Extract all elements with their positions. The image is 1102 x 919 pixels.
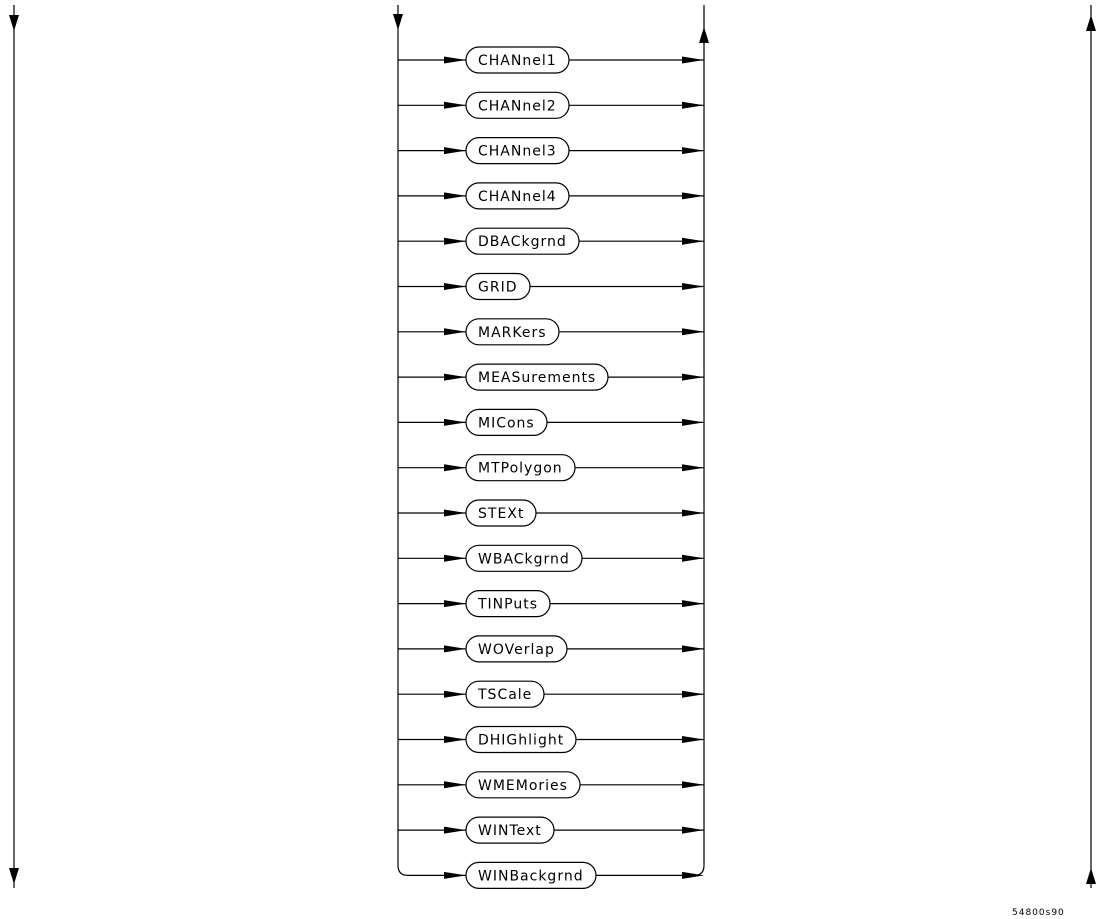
row-exit-arrow (682, 192, 704, 199)
row-entry-arrow (444, 147, 466, 154)
keyword-row (398, 681, 704, 707)
keyword-row (398, 138, 704, 164)
row-entry-arrow (444, 192, 466, 199)
branch-exit-arrow (699, 27, 709, 43)
row-exit-arrow (682, 419, 704, 426)
figure-id: 54800s90 (1012, 908, 1065, 918)
row-exit-arrow (682, 374, 704, 381)
keyword-label: DHIGhlight (478, 732, 565, 749)
right-rail-top-arrow (1086, 15, 1096, 31)
keyword-label: TINPuts (478, 596, 539, 613)
row-exit-arrow (682, 57, 704, 64)
keyword-row (398, 500, 704, 526)
keyword-row (398, 636, 704, 662)
keyword-label: TSCale (478, 687, 533, 704)
row-entry-arrow (444, 510, 466, 517)
row-exit-arrow (682, 555, 704, 562)
keyword-row (398, 545, 704, 571)
row-entry-arrow (444, 419, 466, 426)
keyword-rows (398, 47, 704, 888)
keyword-label: MICons (478, 415, 535, 432)
row-entry-arrow (444, 102, 466, 109)
keyword-label: WINText (478, 823, 542, 840)
keyword-row (398, 772, 704, 798)
row-entry-arrow (444, 872, 466, 879)
row-entry-arrow (444, 827, 466, 834)
row-exit-arrow (682, 238, 704, 245)
row-exit-arrow (682, 102, 704, 109)
row-exit-arrow (682, 510, 704, 517)
keyword-row (398, 364, 704, 390)
row-entry-arrow (444, 57, 466, 64)
keyword-label: MTPolygon (478, 460, 563, 477)
row-exit-arrow (682, 147, 704, 154)
keyword-label: CHANnel1 (478, 53, 557, 69)
row-entry-arrow (444, 781, 466, 788)
keyword-row (408, 862, 704, 888)
keyword-row (398, 183, 704, 209)
row-entry-arrow (444, 736, 466, 743)
keyword-label: CHANnel2 (478, 98, 557, 115)
row-exit-arrow (682, 464, 704, 471)
row-exit-arrow (682, 328, 704, 335)
keyword-label: MEASurements (478, 370, 597, 387)
row-entry-arrow (444, 328, 466, 335)
keyword-label: CHANnel4 (478, 188, 557, 205)
keyword-label: DBACkgrnd (478, 234, 567, 251)
keyword-row (398, 47, 704, 73)
left-rail-top-arrow (9, 15, 19, 31)
left-rail-bottom-arrow (9, 868, 19, 884)
keyword-row (398, 319, 704, 345)
keyword-label: CHANnel3 (478, 143, 557, 160)
keyword-row (398, 817, 704, 843)
keyword-label: STEXt (478, 506, 525, 522)
row-entry-arrow (444, 283, 466, 290)
keyword-label: WINBackgrnd (478, 868, 584, 885)
keyword-row (398, 455, 704, 481)
row-exit-arrow (682, 600, 704, 607)
row-entry-arrow (444, 374, 466, 381)
keyword-row (398, 92, 704, 118)
row-entry-arrow (444, 600, 466, 607)
row-entry-arrow (444, 238, 466, 245)
branch-entry-arrow (393, 14, 403, 30)
keyword-row (398, 409, 704, 435)
row-exit-arrow (682, 781, 704, 788)
row-entry-arrow (444, 645, 466, 652)
branch-exit-bottom-curve (694, 865, 704, 875)
row-exit-arrow (682, 736, 704, 743)
keyword-row (398, 727, 704, 753)
row-entry-arrow (444, 555, 466, 562)
keyword-label: GRID (478, 279, 518, 296)
keyword-label: WOVerlap (478, 641, 555, 658)
row-exit-arrow (682, 691, 704, 698)
keyword-row (398, 274, 704, 300)
keyword-label: WMEMories (478, 777, 568, 794)
keyword-row (398, 228, 704, 254)
row-exit-arrow (682, 283, 704, 290)
row-entry-arrow (444, 464, 466, 471)
keyword-row (398, 591, 704, 617)
row-entry-arrow (444, 691, 466, 698)
keyword-label: MARKers (478, 324, 547, 341)
right-rail-bottom-arrow (1086, 868, 1096, 884)
keyword-label: WBACkgrnd (478, 551, 570, 568)
row-exit-arrow (682, 645, 704, 652)
row-exit-arrow (682, 827, 704, 834)
branch-entry-bottom-curve (398, 865, 408, 875)
